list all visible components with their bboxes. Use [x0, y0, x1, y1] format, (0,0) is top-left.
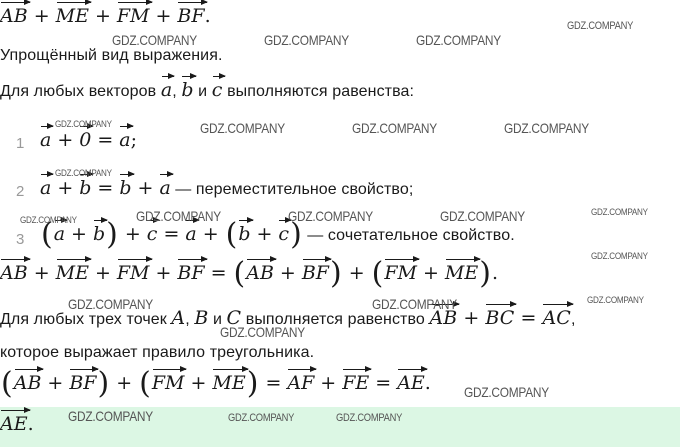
watermark: GDZ.COMPANY	[591, 207, 648, 217]
watermark: GDZ.COMPANY	[352, 120, 437, 136]
watermark: GDZ.COMPANY	[416, 32, 501, 48]
watermark: GDZ.COMPANY	[68, 408, 153, 424]
heading-simplified: Упрощённый вид выражения.	[0, 47, 223, 64]
triangle-rule-text: которое выражает правило треугольника.	[0, 344, 315, 361]
watermark: GDZ.COMPANY	[55, 168, 112, 178]
item-number-2: 2	[16, 183, 25, 200]
regroup-expression: AB + ME + FM + BF = (AB + BF) + (FM + ME).	[0, 256, 498, 291]
watermark: GDZ.COMPANY	[567, 20, 634, 32]
watermark: GDZ.COMPANY	[112, 32, 197, 48]
sum-expression: AB + ME + FM + BF.	[0, 0, 211, 27]
watermark: GDZ.COMPANY	[440, 208, 525, 224]
triangle-points-line: Для любых трех точек A, B и C выполняется равенство AB + BC = AC,	[0, 302, 575, 329]
watermark: GDZ.COMPANY	[464, 384, 549, 400]
final-computation: (AB + BF) + (FM + ME) = AF + FE = AE.	[1, 366, 431, 401]
watermark: GDZ.COMPANY	[264, 32, 349, 48]
result-expression: AE.	[0, 408, 34, 435]
watermark: GDZ.COMPANY	[200, 120, 285, 136]
watermark: GDZ.COMPANY	[220, 324, 305, 340]
watermark: GDZ.COMPANY	[136, 208, 221, 224]
item-number-1: 1	[16, 135, 25, 152]
watermark: GDZ.COMPANY	[288, 208, 373, 224]
watermark: GDZ.COMPANY	[228, 412, 295, 424]
item-number-3: 3	[16, 231, 25, 248]
watermark: GDZ.COMPANY	[591, 251, 648, 261]
watermark: GDZ.COMPANY	[336, 412, 403, 424]
watermark: GDZ.COMPANY	[20, 215, 77, 225]
associative-rule: (a + b) + c = a + (b + c) — сочетательное свойство.	[41, 217, 515, 252]
watermark: GDZ.COMPANY	[372, 296, 457, 312]
zero-vector-rule: a + 0 = a;	[40, 124, 137, 151]
watermark: GDZ.COMPANY	[55, 119, 112, 129]
watermark: GDZ.COMPANY	[587, 295, 644, 305]
commutative-rule: a + b = b + a — переместительное свойство;	[40, 172, 413, 199]
watermark: GDZ.COMPANY	[504, 120, 589, 136]
vectors-intro: Для любых векторов a, b и c выполняются равенства:	[0, 74, 414, 101]
watermark: GDZ.COMPANY	[68, 296, 153, 312]
